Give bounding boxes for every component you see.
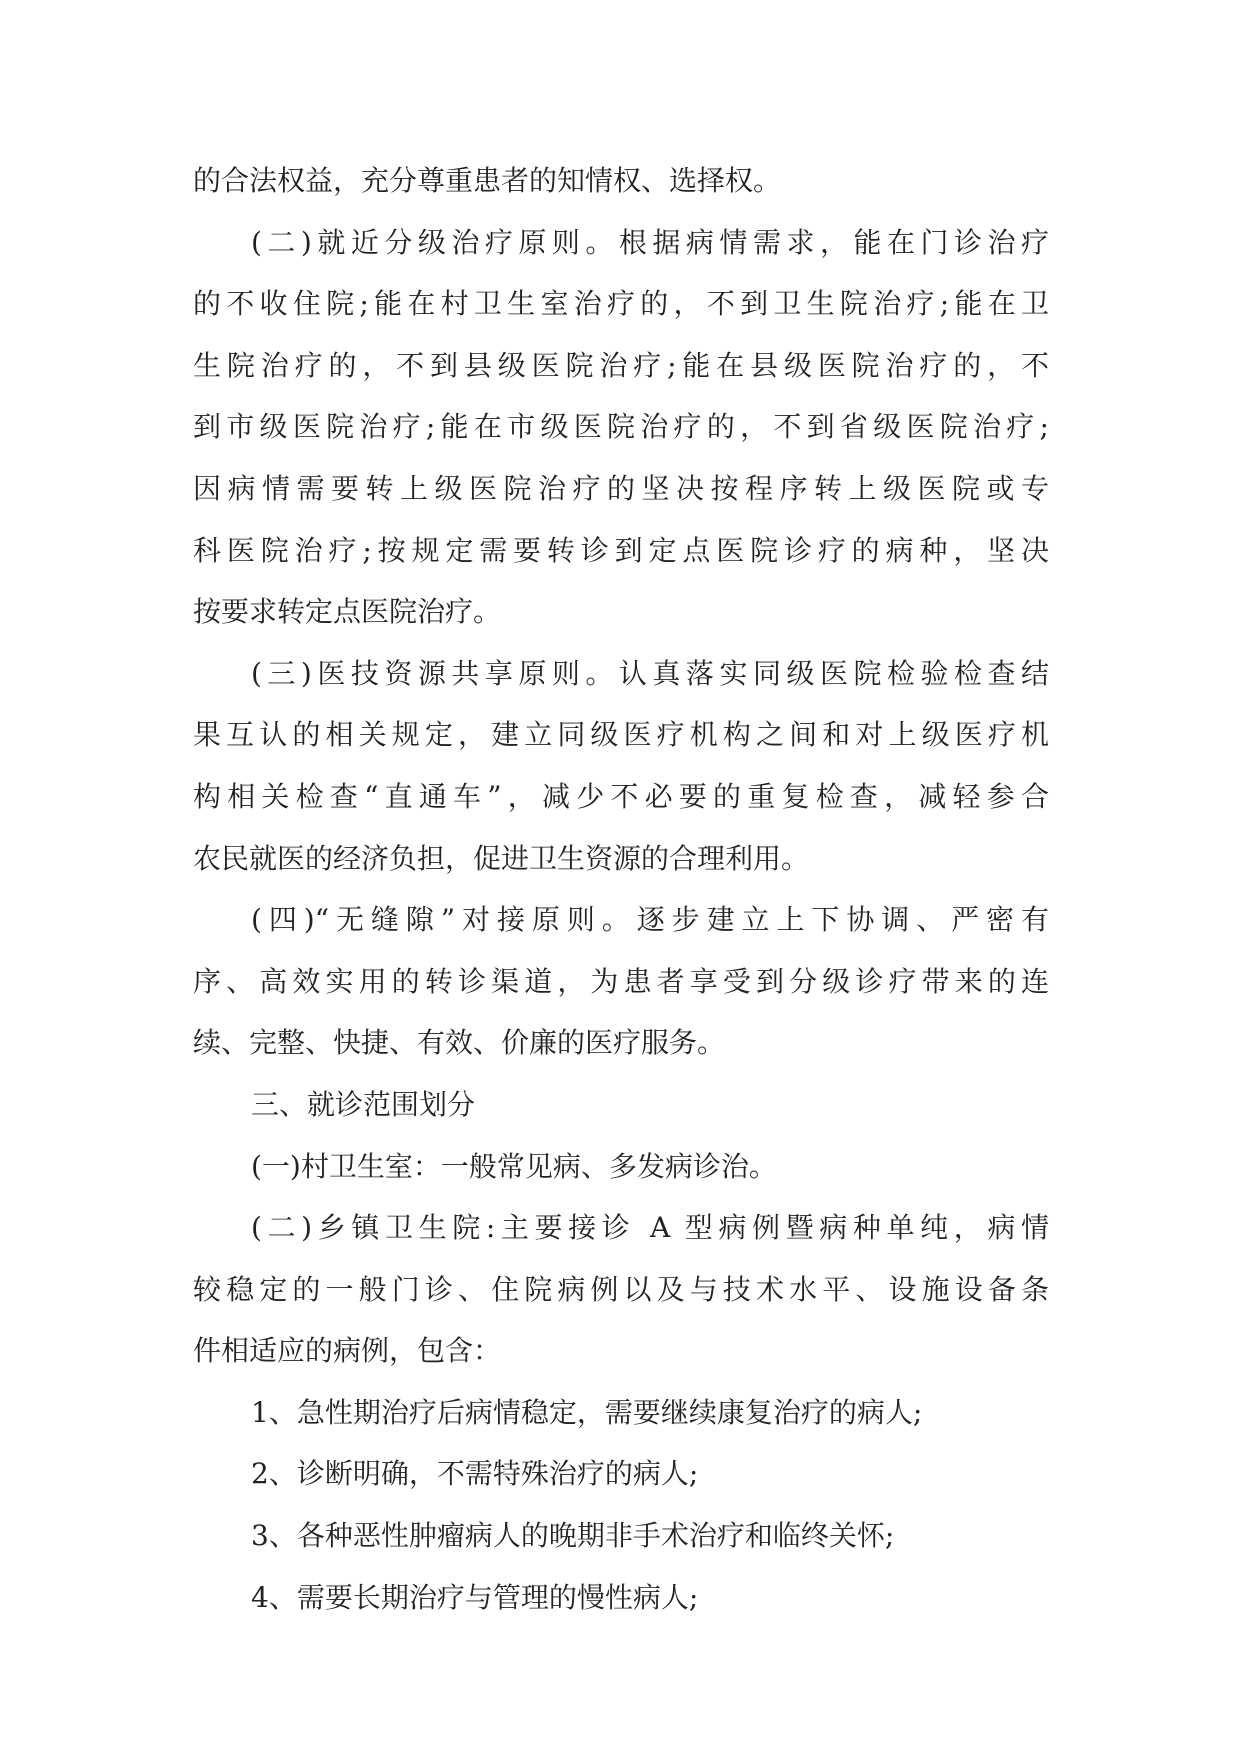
text-line: (三)医技资源共享原则。认真落实同级医院检验检查结 — [251, 656, 1049, 690]
text-line: 科医院治疗;按规定需要转诊到定点医院诊疗的病种，坚决 — [193, 533, 1049, 567]
paragraph — [193, 655, 1049, 901]
text-line: (二)乡镇卫生院:主要接诊 A 型病例暨病种单纯，病情 — [251, 1211, 1049, 1245]
text-line: 到市级医院治疗;能在市级医院治疗的，不到省级医院治疗; — [193, 410, 1049, 444]
text-line: 序、高效实用的转诊渠道，为患者享受到分级诊疗带来的连 — [193, 964, 1049, 998]
paragraph — [193, 1517, 1049, 1579]
text-line: 农民就医的经济负担，促进卫生资源的合理利用。 — [193, 841, 810, 875]
text-line: 构相关检查“直通车”，减少不必要的重复检查，减轻参合 — [193, 779, 1049, 813]
text-line: 件相适应的病例，包含： — [193, 1334, 502, 1368]
paragraph — [193, 901, 1049, 1086]
paragraph — [193, 224, 1049, 655]
text-line: 生院治疗的，不到县级医院治疗;能在县级医院治疗的，不 — [193, 348, 1049, 382]
text-line: 续、完整、快捷、有效、价廉的医疗服务。 — [193, 1026, 726, 1060]
text-line: 1、急性期治疗后病情稳定，需要继续康复治疗的病人; — [251, 1395, 923, 1429]
paragraph — [193, 1209, 1049, 1394]
paragraph — [193, 1394, 1049, 1456]
document-body — [193, 162, 1049, 1640]
text-line: 三、就诊范围划分 — [251, 1087, 476, 1121]
text-line: (二)就近分级治疗原则。根据病情需求，能在门诊治疗 — [251, 225, 1049, 259]
text-line: (四)“无缝隙”对接原则。逐步建立上下协调、严密有 — [251, 903, 1049, 937]
text-line: 较稳定的一般门诊、住院病例以及与技术水平、设施设备条 — [193, 1272, 1049, 1306]
text-line: 的不收住院;能在村卫生室治疗的，不到卫生院治疗;能在卫 — [193, 287, 1049, 321]
text-line: 因病情需要转上级医院治疗的坚决按程序转上级医院或专 — [193, 471, 1049, 505]
text-line: 2、诊断明确，不需特殊治疗的病人; — [251, 1457, 699, 1491]
paragraph — [193, 1148, 1049, 1210]
paragraph — [193, 1455, 1049, 1517]
text-line: 4、需要长期治疗与管理的慢性病人; — [251, 1580, 699, 1614]
text-line: 果互认的相关规定，建立同级医疗机构之间和对上级医疗机 — [193, 718, 1049, 752]
text-line: 的合法权益，充分尊重患者的知情权、选择权。 — [193, 164, 782, 197]
text-line: 3、各种恶性肿瘤病人的晚期非手术治疗和临终关怀; — [251, 1519, 895, 1553]
paragraph — [193, 162, 1049, 224]
text-line: 按要求转定点医院治疗。 — [193, 595, 502, 629]
paragraph — [193, 1086, 1049, 1148]
text-line: (一)村卫生室：一般常见病、多发病诊治。 — [251, 1149, 777, 1183]
paragraph — [193, 1579, 1049, 1641]
